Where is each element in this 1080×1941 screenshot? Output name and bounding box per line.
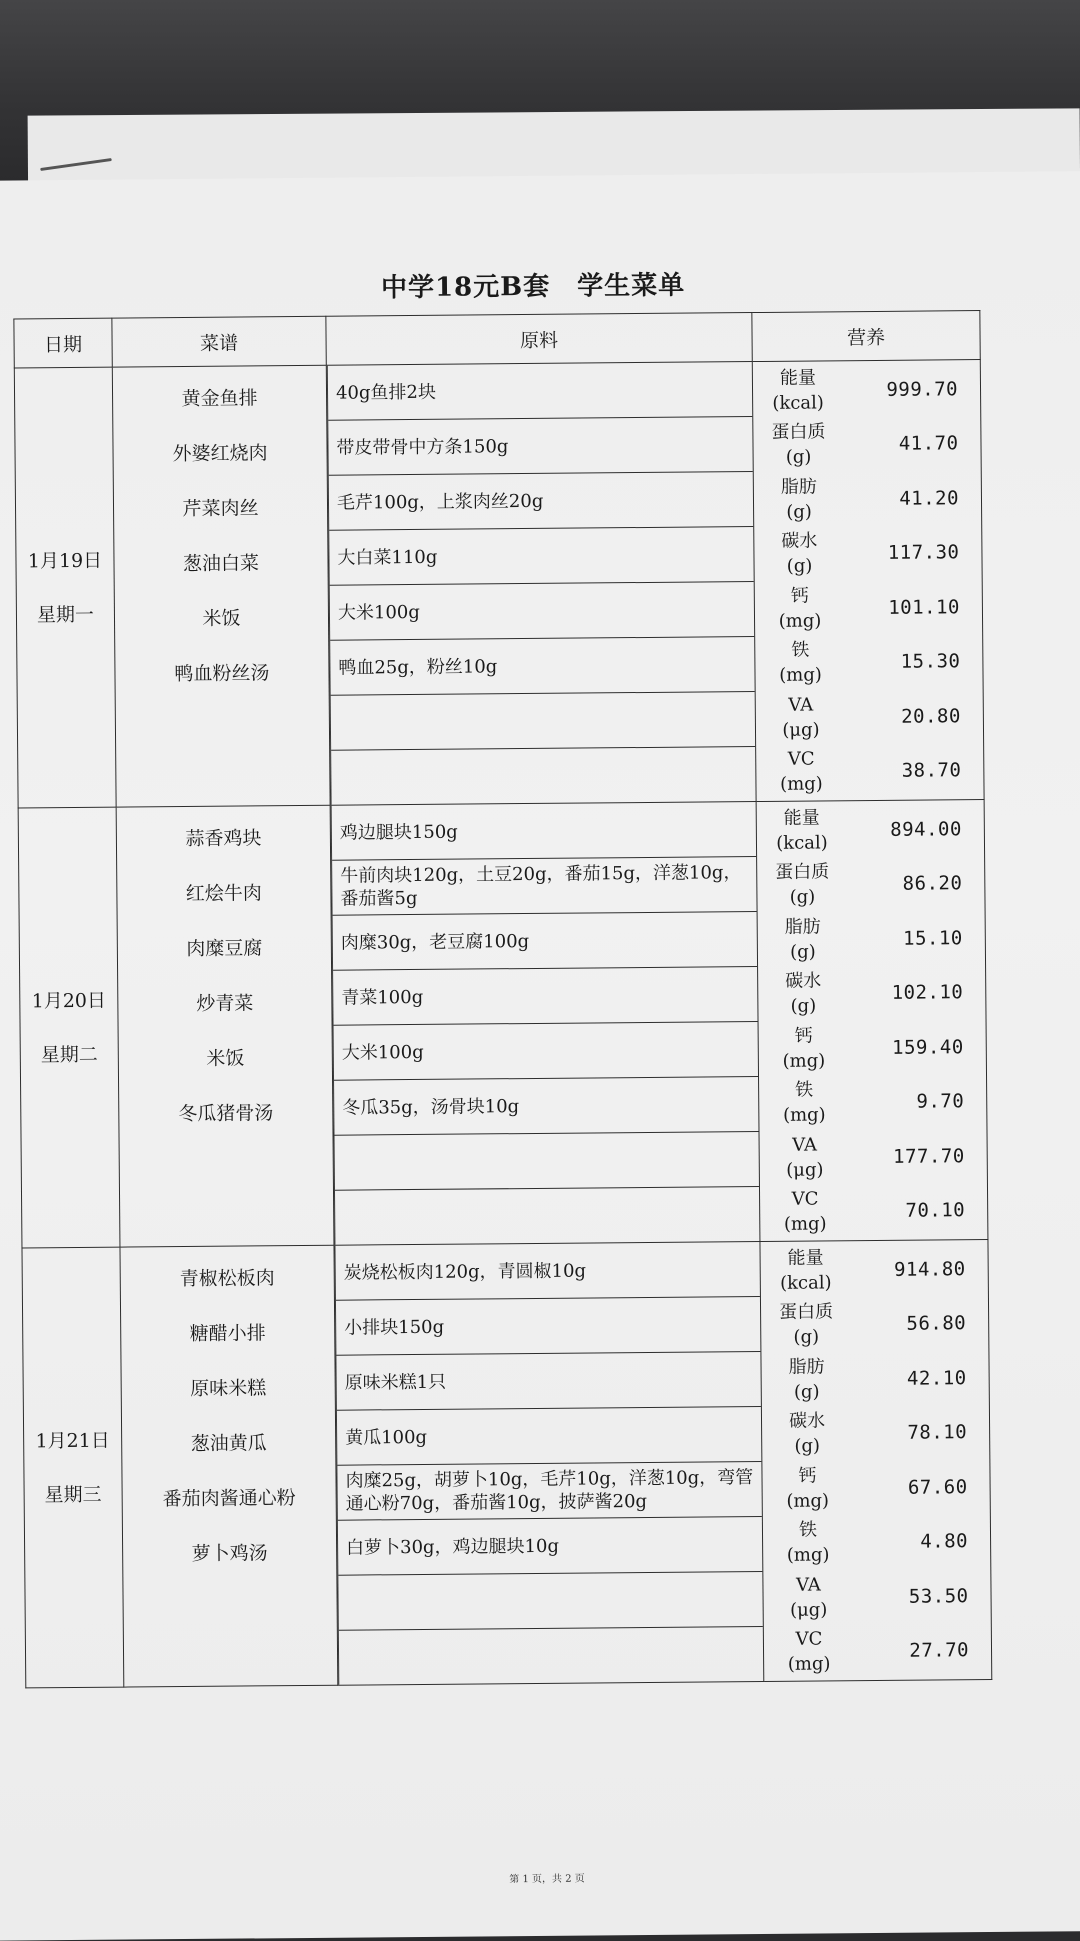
nutrient-value: 15.30 [900, 650, 961, 673]
nutrition-item [760, 1242, 987, 1298]
nutrition-item [754, 525, 981, 581]
nutrient-value: 177.70 [892, 1144, 965, 1168]
dish-name: 萝卜鸡汤 [191, 1541, 268, 1565]
nutrition-cell [756, 800, 988, 1242]
ingredient-line: 大米100g [334, 1022, 758, 1081]
nutrient-value: 38.70 [901, 759, 962, 782]
ingredient-line: 毛芹100g，上浆肉丝20g [329, 472, 753, 531]
dish-name: 糖醋小排 [189, 1321, 266, 1345]
nutrition-item [755, 634, 982, 690]
nutrient-name: VC [787, 748, 815, 770]
nutrition-item [755, 580, 982, 636]
nutrient-value: 15.10 [903, 926, 963, 950]
nutrient-name: 脂肪 [784, 916, 821, 938]
dishes-cell [120, 1245, 338, 1687]
nutrient-label [762, 1408, 852, 1459]
nutrient-name: 钙 [790, 585, 809, 607]
ingredient-line [339, 1627, 763, 1685]
nutrient-name: VA [788, 694, 814, 716]
nutrition-item [756, 743, 983, 799]
nutrition-item [761, 1296, 988, 1352]
nutrient-name: 碳水 [788, 1410, 826, 1433]
dish-name: 鸭血粉丝汤 [174, 661, 270, 685]
nutrient-unit: (mg) [786, 1490, 830, 1512]
nutrition-item [760, 1183, 987, 1239]
ingredient-line [335, 1132, 759, 1191]
nutrient-unit: (mg) [782, 1104, 826, 1127]
ingredient-line: 冬瓜35g，汤骨块10g [334, 1077, 758, 1136]
nutrition-item [757, 856, 984, 912]
nutrient-label [754, 474, 844, 525]
nutrition-item [759, 1020, 986, 1076]
nutrition-item [758, 965, 985, 1021]
nutrition-cell [752, 360, 984, 802]
nutrient-name: VC [795, 1628, 823, 1650]
nutrient-value: 4.80 [920, 1530, 969, 1553]
day-date: 1月21日 [35, 1429, 110, 1452]
nutrient-label [756, 692, 846, 743]
nutrient-unit: (g) [790, 995, 817, 1017]
ingredient-line: 青菜100g [333, 967, 757, 1026]
ingredient-line [338, 1572, 762, 1631]
dishes-cell [112, 365, 330, 807]
nutrient-label [761, 1354, 851, 1405]
nutrition-item [754, 471, 981, 527]
nutrition-item [759, 1129, 986, 1185]
nutrient-label [755, 637, 845, 688]
nutrient-label [757, 859, 847, 910]
nutrient-label [761, 1299, 851, 1350]
nutrition-item [763, 1514, 990, 1570]
nutrient-unit: (mg) [787, 1653, 831, 1676]
nutrient-label [760, 1186, 850, 1237]
nutrient-value: 117.30 [887, 541, 960, 565]
nutrient-name: 蛋白质 [775, 861, 830, 884]
dish-name: 肉糜豆腐 [186, 936, 263, 960]
dish-name: 米饭 [206, 1046, 245, 1070]
dish-name: 红烩牛肉 [185, 881, 262, 905]
nutrient-unit: (g) [790, 941, 816, 963]
nutrient-label [754, 528, 844, 579]
menu-table [13, 310, 992, 1688]
nutrient-value: 78.10 [907, 1421, 968, 1444]
nutrient-value: 20.80 [901, 704, 961, 728]
nutrient-name: 能量 [779, 367, 817, 389]
nutrient-unit: (μg) [782, 719, 820, 741]
dish-name: 蒜香鸡块 [185, 826, 262, 850]
dish-name: 葱油黄瓜 [190, 1431, 267, 1455]
ingredient-line [331, 692, 755, 751]
nutrient-name: 碳水 [781, 530, 818, 553]
nutrient-unit: (g) [794, 1435, 821, 1457]
nutrition-item [758, 911, 985, 967]
nutrient-value: 41.20 [899, 486, 960, 510]
day-row [22, 1240, 992, 1688]
nutrient-value: 101.10 [888, 595, 961, 619]
nutrition-item [753, 416, 980, 472]
nutrition-item [763, 1569, 990, 1625]
nutrient-unit: (g) [786, 555, 813, 577]
nutrient-value: 53.50 [908, 1584, 969, 1608]
nutrition-item [753, 362, 980, 418]
nutrition-item [762, 1405, 989, 1461]
nutrient-name: VA [792, 1134, 818, 1156]
ingredient-line: 原味米糕1只 [336, 1352, 760, 1411]
date-cell [18, 807, 120, 1248]
nutrient-label [764, 1626, 854, 1677]
nutrition-item [761, 1351, 988, 1407]
nutrient-unit: (g) [785, 446, 812, 468]
nutrient-value: 86.20 [902, 872, 963, 895]
nutrient-unit: (mg) [779, 664, 822, 687]
dish-name: 青椒松板肉 [179, 1266, 275, 1290]
nutrient-name: 钙 [794, 1025, 813, 1047]
day-row [18, 800, 988, 1248]
nutrition-item [756, 689, 983, 745]
nutrient-value: 914.80 [893, 1257, 966, 1281]
nutrient-unit: (g) [793, 1326, 820, 1348]
dish-name: 米饭 [202, 607, 241, 630]
nutrient-unit: (g) [786, 501, 812, 523]
nutrient-value: 894.00 [890, 817, 962, 841]
ingredient-line: 牛前肉块120g，土豆20g，番茄15g，洋葱10g，番茄酱5g [332, 857, 756, 916]
nutrient-unit: (mg) [782, 1050, 826, 1072]
nutrient-unit: (g) [789, 886, 816, 908]
nutrient-name: 脂肪 [788, 1356, 825, 1378]
nutrient-unit: (mg) [778, 610, 822, 632]
dish-name: 原味米糕 [190, 1376, 267, 1400]
dishes-cell [116, 805, 334, 1247]
ingredient-line: 肉糜25g，胡萝卜10g，毛芹10g，洋葱10g，弯管通心粉70g，番茄酱10g，披萨酱20g [337, 1462, 761, 1521]
nutrient-unit: (mg) [780, 773, 823, 796]
ingredient-line: 肉糜30g，老豆腐100g [333, 912, 757, 971]
dish-name: 番茄肉酱通心粉 [162, 1486, 296, 1510]
date-cell [22, 1247, 124, 1688]
dish-name: 芹菜肉丝 [182, 496, 259, 520]
dish-name: 葱油白菜 [182, 551, 260, 575]
day-row [14, 360, 984, 808]
nutrient-label [753, 365, 843, 416]
nutrient-name: 铁 [795, 1079, 814, 1101]
nutrient-name: VC [791, 1188, 819, 1210]
page-footer: 第 1 页，共 2 页 [509, 1873, 585, 1886]
header-dish: 菜谱 [112, 316, 326, 367]
header-date: 日期 [14, 318, 112, 368]
day-date: 1月20日 [31, 989, 107, 1012]
dish-name: 黄金鱼排 [181, 386, 258, 410]
nutrient-label [757, 805, 847, 856]
nutrient-label [759, 1023, 849, 1074]
ingredient-line: 大米100g [330, 582, 754, 641]
ingredient-line [331, 747, 755, 805]
ingredients-cell [334, 1241, 764, 1685]
nutrition-item [759, 1074, 986, 1130]
ingredient-line [335, 1187, 759, 1245]
day-weekday: 星期一 [36, 603, 95, 626]
nutrition-item [764, 1623, 991, 1679]
nutrient-value: 9.70 [916, 1090, 965, 1113]
dish-name: 冬瓜猪骨汤 [178, 1101, 274, 1125]
nutrient-name: VA [795, 1574, 821, 1596]
document-title: 中学18元B套 学生菜单 [380, 270, 686, 304]
nutrient-value: 42.10 [906, 1366, 967, 1390]
ingredient-line: 带皮带骨中方条150g [328, 417, 752, 476]
day-date: 1月19日 [27, 549, 103, 572]
nutrient-label [755, 583, 845, 634]
ingredient-line: 炭烧松板肉120g，青圆椒10g [335, 1242, 759, 1301]
header-ingredients: 原料 [326, 313, 752, 366]
nutrient-value: 27.70 [909, 1639, 970, 1662]
nutrient-name: 蛋白质 [778, 1301, 834, 1324]
ingredients-cell [326, 362, 756, 806]
ingredient-line: 40g鱼排2块 [328, 362, 752, 421]
nutrient-value: 67.60 [907, 1475, 968, 1499]
nutrient-label [758, 968, 848, 1019]
dish-name: 炒青菜 [196, 991, 254, 1015]
nutrient-name: 能量 [783, 807, 820, 829]
nutrient-unit: (mg) [783, 1213, 827, 1236]
menu-paper [0, 171, 1080, 1941]
ingredient-line: 鸡边腿块150g [332, 802, 756, 861]
nutrient-name: 铁 [791, 639, 810, 661]
nutrient-label [758, 914, 848, 965]
date-cell [14, 367, 116, 808]
nutrient-label [759, 1077, 849, 1128]
nutrient-value: 102.10 [891, 981, 964, 1005]
day-weekday: 星期二 [40, 1043, 98, 1066]
nutrient-unit: (μg) [789, 1599, 828, 1621]
nutrient-name: 脂肪 [780, 476, 817, 498]
nutrient-label [760, 1132, 850, 1183]
nutrition-cell [760, 1240, 992, 1682]
ingredient-line: 小排块150g [336, 1297, 760, 1356]
dish-name: 外婆红烧肉 [172, 441, 268, 465]
menu-body [14, 360, 991, 1688]
ingredients-cell [330, 802, 760, 1246]
nutrient-name: 铁 [798, 1519, 818, 1541]
ingredient-line: 大白菜110g [329, 527, 753, 586]
day-weekday: 星期三 [44, 1483, 102, 1506]
nutrient-unit: (mg) [786, 1544, 830, 1567]
nutrient-label [753, 419, 843, 470]
nutrient-unit: (kcal) [772, 392, 824, 414]
ingredient-line: 黄瓜100g [337, 1407, 761, 1466]
nutrient-unit: (kcal) [776, 832, 828, 854]
nutrient-label [762, 1463, 852, 1514]
nutrient-name: 蛋白质 [771, 421, 826, 444]
ingredient-line: 鸭血25g，粉丝10g [330, 637, 754, 696]
nutrient-label [756, 746, 846, 797]
nutrition-item [757, 802, 984, 858]
nutrient-name: 碳水 [785, 970, 822, 993]
nutrient-value: 159.40 [892, 1035, 964, 1059]
nutrient-unit: (μg) [786, 1159, 824, 1181]
nutrient-label [763, 1572, 853, 1623]
nutrient-value: 999.70 [886, 377, 959, 401]
nutrition-item [762, 1460, 989, 1516]
nutrient-name: 钙 [798, 1465, 817, 1487]
nutrient-label [760, 1245, 850, 1296]
nutrient-value: 41.70 [898, 432, 959, 456]
nutrient-value: 70.10 [905, 1199, 966, 1222]
nutrient-label [763, 1517, 853, 1568]
ingredient-line: 白萝卜30g，鸡边腿块10g [338, 1517, 762, 1576]
header-row [14, 311, 980, 368]
nutrient-unit: (kcal) [779, 1272, 832, 1294]
nutrient-value: 56.80 [906, 1312, 967, 1335]
nutrient-name: 能量 [787, 1247, 824, 1269]
header-nutrition: 营养 [752, 311, 980, 362]
nutrient-unit: (g) [793, 1381, 820, 1403]
